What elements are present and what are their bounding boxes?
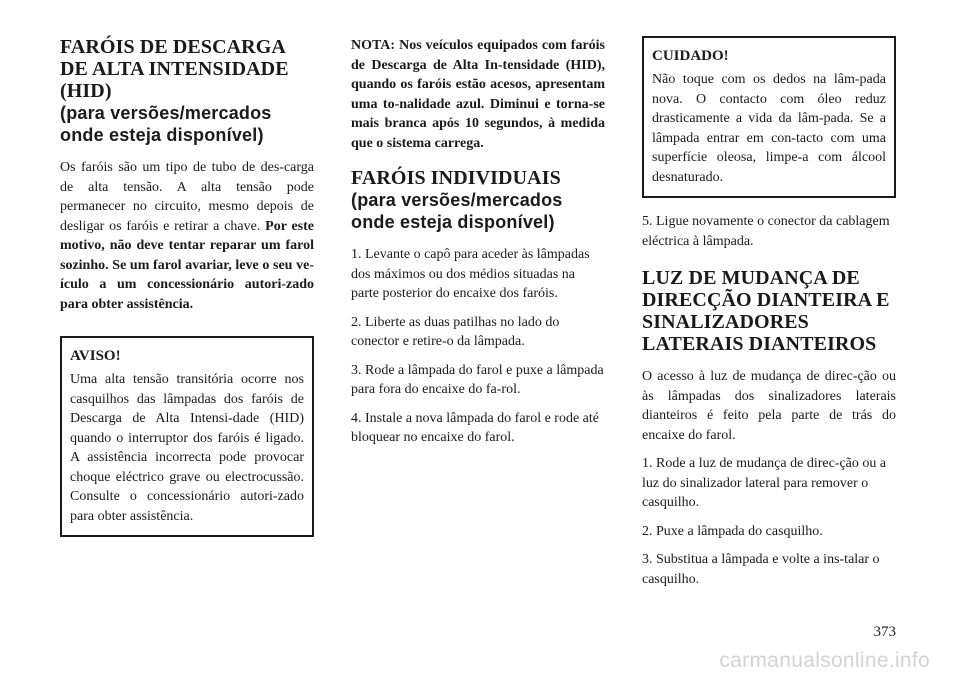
column-left [60, 36, 314, 551]
section-heading-turn-signal: LUZ DE MUDANÇA DE DIRECÇÃO DIANTEIRA E SINALIZADORES LATERAIS DIANTEIROS [642, 267, 890, 355]
step-item: 3. Rode a lâmpada do farol e puxe a lâmpada para fora do encaixe do fa-rol. [351, 362, 604, 397]
column-right [642, 36, 896, 598]
caution-box [642, 36, 896, 198]
step-item: 2. Liberte as duas patilhas no lado do conector e retire-o da lâmpada. [351, 314, 560, 349]
page-number: 373 [873, 624, 896, 640]
step-item: 3. Substitua a lâmpada e volte a ins-talar o casquilho. [642, 552, 880, 587]
step-item: 4. Instale a nova lâmpada do farol e rode até bloquear no encaixe do farol. [351, 410, 600, 445]
step-item: 5. Ligue novamente o conector da cablagem eléctrica à lâmpada. [642, 214, 890, 249]
caution-title: CUIDADO! [652, 48, 729, 64]
heading-title: FARÓIS DE DESCARGA DE ALTA INTENSIDADE (HID) [60, 36, 289, 102]
hid-intro-paragraph [60, 158, 314, 314]
hid-intro-text: Os faróis são um tipo de tubo de des-carga de alta tensão. A alta tensão pode permanecer no circuito, mesmo depois de desligar os faróis e retirar a chave. [60, 160, 314, 234]
caution-text: Não toque com os dedos na lâm-pada nova. O contacto com óleo reduz drasticamente a vida da lâm-pada. Se a lâmpada entrar em con-tacto com uma superfície oleosa, limpe-a com álcool desnaturado. [652, 72, 886, 185]
watermark: carmanualsonline.info [719, 649, 930, 672]
step-item: 1. Levante o capô para aceder às lâmpadas dos máximos ou dos médios situadas na parte posterior do encaixe dos faróis. [351, 247, 590, 301]
step-item: 2. Puxe a lâmpada do casquilho. [642, 523, 823, 539]
note-paragraph: NOTA: Nos veículos equipados com faróis de Descarga de Alta In-tensidade (HID), quando os faróis estão acesos, apresentam uma to-nalidade azul. Diminui e torna-se mais branca após 10 segundos, à medida que o sistema carrega. [351, 38, 605, 151]
turn-signal-intro: O acesso à luz de mudança de direc-ção ou às lâmpadas dos sinalizadores laterais dianteiros é feito pela parte de trás do encaixe do farol. [642, 369, 896, 443]
heading-title: FARÓIS INDIVIDUAIS [351, 167, 561, 189]
hid-intro-bold-text: Por este motivo, não deve tentar reparar um farol sozinho. Se um farol avariar, leve o seu ve-ículo a um concessionário autori-zado para obter assistência. [60, 218, 315, 312]
section-heading-hid-headlamps [60, 36, 314, 146]
warning-title: AVISO! [70, 348, 121, 364]
heading-subtitle: (para versões/mercados onde esteja disponível) [351, 190, 563, 232]
warning-box [60, 336, 314, 537]
warning-text: Uma alta tensão transitória ocorre nos casquilhos das lâmpadas dos faróis de Descarga de Alta Intensi-dade (HID) quando o interruptor dos faróis é ligado. A assistência incorrecta pode provocar choque eléctrico grave ou electrocussão. Consulte o concessionário autori-zado para obter assistência. [70, 372, 304, 524]
section-heading-individual-headlamps [351, 167, 605, 233]
column-middle [351, 36, 605, 457]
heading-subtitle: (para versões/mercados onde esteja disponível) [60, 103, 272, 145]
step-item: 1. Rode a luz de mudança de direc-ção ou a luz do sinalizador lateral para remover o casquilho. [642, 456, 887, 510]
